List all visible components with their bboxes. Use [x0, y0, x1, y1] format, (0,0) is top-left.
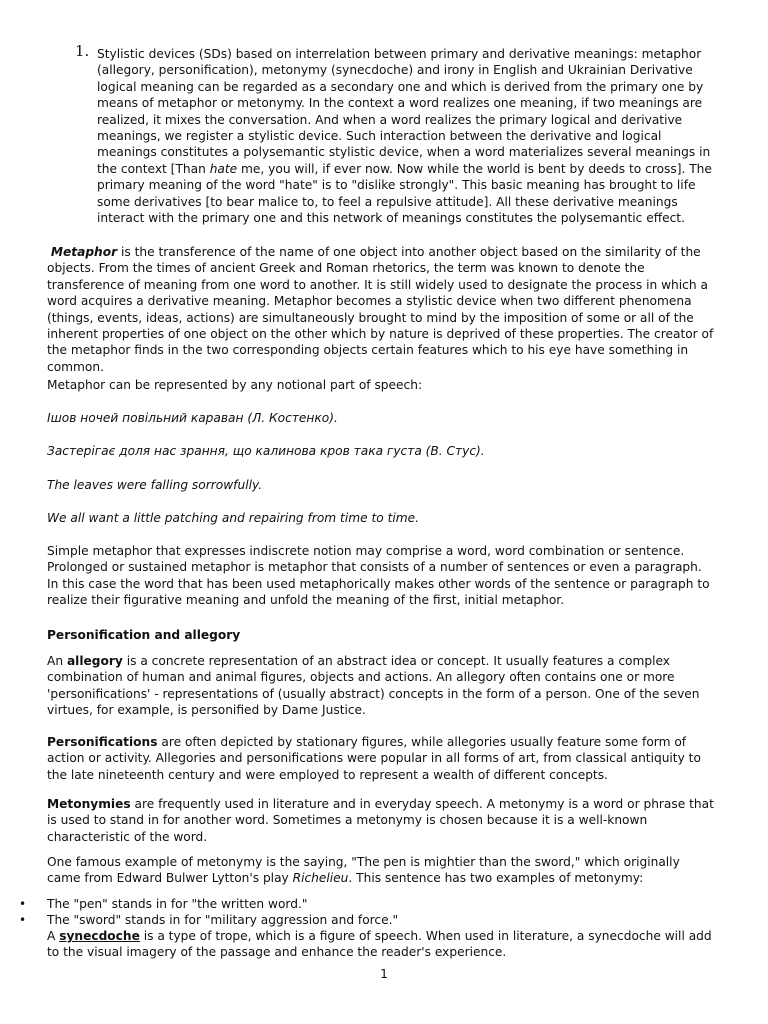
example-line: Ішов ночей повільний караван (Л. Костенко).	[47, 411, 338, 425]
metonymy-example-paragraph	[47, 854, 715, 887]
section-heading: Personification and allegory	[47, 628, 241, 642]
example-line: The leaves were falling sorrowfully.	[47, 478, 263, 492]
example-text-b: . This sentence has two examples of metonymy:	[348, 871, 644, 886]
list-item-text-b: me, you will, if ever now. Now while the world is bent by deeds to cross]. The primary meaning of the word "hate" is to "dislike strongly". This basic meaning has brought to life some derivatives [to bear malice to, to feel a repulsive attitude]. All these derivative meanings interact with the primary one and this network of meanings constitutes the polysemantic effect.	[97, 161, 712, 226]
synecdoche-text: is a type of trope, which is a figure of speech. When used in literature, a synecdoche will add to the visual imagery of the passage and enhance the reader's experience.	[47, 929, 712, 960]
play-title: Richelieu	[292, 871, 349, 886]
personification-text: are often depicted by stationary figures, while allegories usually feature some form of action or activity. Allegories and personifications were popular in all forms of art, from classical antiquity to the late nineteenth century and were employed to represent a wealth of different concepts.	[47, 735, 701, 782]
allegory-pre: An	[47, 654, 67, 668]
page-number: 1	[380, 967, 388, 981]
bullet-text: The "sword" stands in for "military aggression and force."	[47, 913, 399, 927]
synecdoche-pre: A	[47, 929, 60, 943]
personification-paragraph	[47, 734, 715, 783]
synecdoche-term: synecdoche	[59, 929, 140, 943]
example-line: We all want a little patching and repairing from time to time.	[47, 511, 419, 525]
synecdoche-paragraph	[47, 928, 715, 961]
metaphor-paragraph	[47, 244, 715, 375]
bullet-dot-icon: •	[19, 913, 27, 927]
bullet-item	[19, 912, 715, 928]
simple-metaphor-paragraph: Simple metaphor that expresses indiscrete notion may comprise a word, word combination or sentence. Prolonged or sustained metaphor is metaphor that consists of a number of sentences or even a paragraph. In this case the word that has been used metaphorically makes other words of the sentence or paragraph to realize their figurative meaning and unfold the meaning of the first, initial metaphor.	[47, 544, 710, 608]
metaphor-term: Metaphor	[50, 245, 118, 259]
metonymy-term: Metonymies	[47, 797, 131, 811]
list-item-italic-hate: hate	[209, 161, 238, 176]
allegory-text: is a concrete representation of an abstract idea or concept. It usually features a complex combination of human and animal figures, objects and actions. An allegory often contains one or more 'personifications' - representations of (usually abstract) concepts in the form of a person. One of the seven virtues, for example, is personified by Dame Justice.	[47, 654, 700, 718]
metonymy-paragraph	[47, 796, 715, 845]
list-item-stylistic-devices	[97, 46, 719, 226]
bullet-item	[19, 896, 715, 912]
personification-term: Personifications	[47, 735, 158, 749]
metaphor-parts-paragraph: Metaphor can be represented by any notional part of speech:	[47, 378, 423, 392]
allegory-term: allegory	[66, 654, 123, 668]
example-line: Застерігає доля нас зрання, що калинова кров така густа (В. Стус).	[47, 444, 485, 458]
example-text-a: One famous example of metonymy is the saying, "The pen is mightier than the sword," which originally came from Edward Bulwer Lytton's play	[47, 855, 680, 886]
metonymy-text: are frequently used in literature and in everyday speech. A metonymy is a word or phrase that is used to stand in for another word. Sometimes a metonymy is chosen because it is a well-known characteristic of the word.	[47, 797, 714, 844]
bullet-text: The "pen" stands in for "the written word."	[47, 897, 308, 911]
metaphor-text: is the transference of the name of one object into another object based on the similarity of the objects. From the times of ancient Greek and Roman rhetorics, the term was known to denote the transference of meaning from one word to another. It is still widely used to designate the process in which a word acquires a derivative meaning. Metaphor becomes a stylistic device when two different phenomena (things, events, ideas, actions) are simultaneously brought to mind by the imposition of some or all of the inherent properties of one object on the other which by nature is deprived of these properties. The creator of the metaphor finds in the two corresponding objects certain features which to his eye have something in common.	[47, 245, 714, 374]
list-item-text-a: Stylistic devices (SDs) based on interrelation between primary and derivative meanings: metaphor (allegory, personification), metonymy (synecdoche) and irony in English and Ukrainian Derivative logical meaning can be regarded as a secondary one and which is derived from the primary one by means of metaphor or metonymy. In the context a word realizes one meaning, if two meanings are realized, it mixes the conversation. And when a word realizes the primary logical and derivative meanings, we register a stylistic device. Such interaction between the derivative and logical meanings constitutes a polysemantic stylistic device, when a word materializes several meanings in the context [Than	[97, 47, 711, 176]
allegory-paragraph	[47, 653, 715, 719]
list-number: 1.	[75, 42, 90, 60]
bullet-dot-icon: •	[19, 897, 27, 911]
